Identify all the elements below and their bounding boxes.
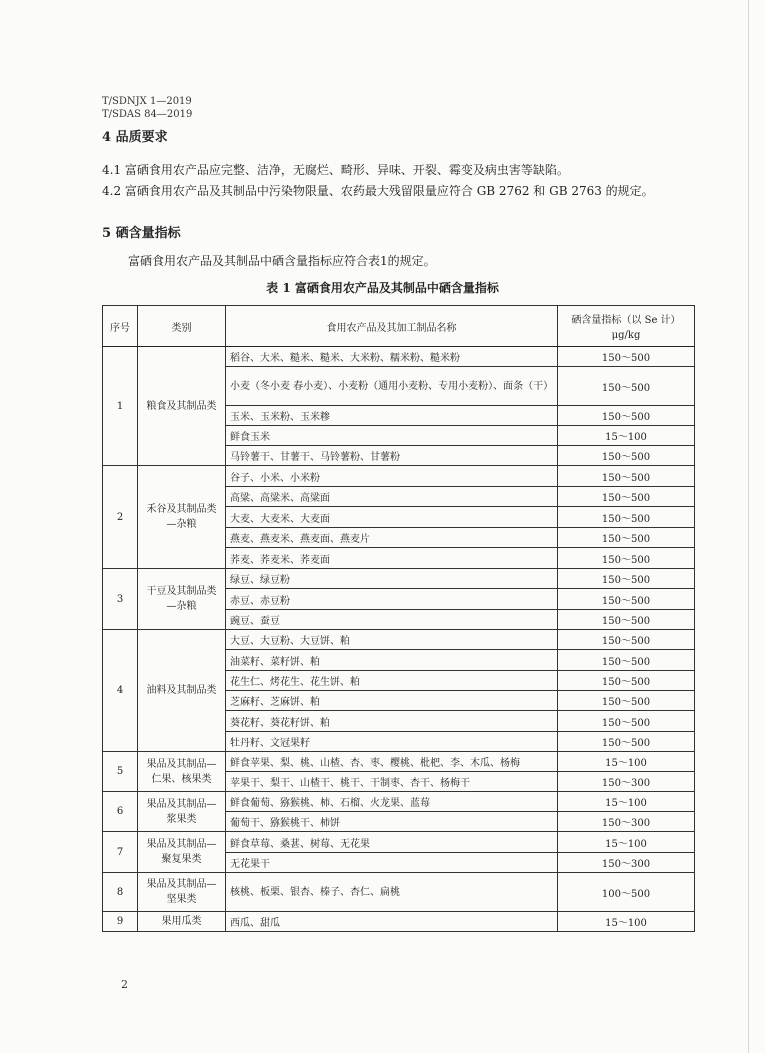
standard-number-2: T/SDAS 84—2019 bbox=[102, 109, 193, 120]
selenium-value-cell: 150～500 bbox=[558, 691, 695, 711]
selenium-value-cell: 150～300 bbox=[558, 853, 695, 873]
product-name-cell: 小麦（冬小麦 春小麦）、小麦粉（通用小麦粉、专用小麦粉）、面条（干） bbox=[226, 367, 558, 406]
product-name-cell: 葡萄干、猕猴桃干、柿饼 bbox=[226, 812, 558, 832]
header-product-name: 食用农产品及其加工制品名称 bbox=[226, 306, 558, 347]
table-row bbox=[103, 792, 695, 812]
product-name-cell: 赤豆、赤豆粉 bbox=[226, 589, 558, 610]
selenium-content-table bbox=[102, 305, 695, 932]
section-5-heading: 5 硒含量指标 bbox=[102, 226, 181, 241]
product-name-cell: 鲜食玉米 bbox=[226, 426, 558, 446]
clause-4-1: 4.1 富硒食用农产品应完整、洁净，无腐烂、畸形、异味、开裂、霉变及病虫害等缺陷。 bbox=[102, 163, 569, 177]
section-4-heading: 4 品质要求 bbox=[102, 130, 168, 145]
header-value-title: 硒含量指标（以 Se 计） bbox=[571, 315, 681, 326]
selenium-value-cell: 150～500 bbox=[558, 406, 695, 426]
table-caption: 表 1 富硒食用农产品及其制品中硒含量指标 bbox=[266, 281, 499, 295]
product-name-cell: 牡丹籽、文冠果籽 bbox=[226, 732, 558, 752]
product-name-cell: 马铃薯干、甘薯干、马铃薯粉、甘薯粉 bbox=[226, 446, 558, 466]
section-5-intro: 富硒食用农产品及其制品中硒含量指标应符合表1的规定。 bbox=[128, 254, 436, 268]
product-name-cell: 高粱、高粱米、高粱面 bbox=[226, 487, 558, 507]
product-name-cell: 玉米、玉米粉、玉米糁 bbox=[226, 406, 558, 426]
row-number: 6 bbox=[103, 792, 138, 832]
product-name-cell: 葵花籽、葵花籽饼、粕 bbox=[226, 711, 558, 732]
page-number: 2 bbox=[121, 978, 128, 991]
product-name-cell: 绿豆、绿豆粉 bbox=[226, 569, 558, 589]
table-row bbox=[103, 466, 695, 487]
selenium-value-cell: 150～500 bbox=[558, 466, 695, 487]
selenium-value-cell: 150～500 bbox=[558, 367, 695, 406]
product-name-cell: 荞麦、荞麦米、荞麦面 bbox=[226, 548, 558, 569]
product-name-cell: 鲜食葡萄、猕猴桃、柿、石榴、火龙果、蓝莓 bbox=[226, 792, 558, 812]
category-cell: 果品及其制品—仁果、核果类 bbox=[138, 752, 226, 792]
header-category: 类别 bbox=[138, 306, 226, 347]
selenium-value-cell: 150～300 bbox=[558, 772, 695, 792]
category-cell: 果品及其制品—坚果类 bbox=[138, 873, 226, 912]
row-number: 7 bbox=[103, 832, 138, 873]
product-name-cell: 花生仁、烤花生、花生饼、粕 bbox=[226, 671, 558, 691]
clause-4-2: 4.2 富硒食用农产品及其制品中污染物限量、农药最大残留限量应符合 GB 2762 和 GB 2763 的规定。 bbox=[102, 184, 654, 198]
row-number: 8 bbox=[103, 873, 138, 912]
product-name-cell: 谷子、小米、小米粉 bbox=[226, 466, 558, 487]
row-number: 2 bbox=[103, 466, 138, 569]
selenium-value-cell: 150～500 bbox=[558, 610, 695, 630]
row-number: 5 bbox=[103, 752, 138, 792]
row-number: 4 bbox=[103, 630, 138, 752]
category-cell: 禾谷及其制品类—杂粮 bbox=[138, 466, 226, 569]
table-row bbox=[103, 912, 695, 932]
row-number: 9 bbox=[103, 912, 138, 932]
scan-edge-line bbox=[748, 0, 749, 1053]
selenium-value-cell: 150～500 bbox=[558, 528, 695, 548]
product-name-cell: 大麦、大麦米、大麦面 bbox=[226, 507, 558, 528]
selenium-value-cell: 150～500 bbox=[558, 548, 695, 569]
standard-number-header bbox=[102, 95, 192, 121]
product-name-cell: 苹果干、梨干、山楂干、桃干、干制枣、杏干、杨梅干 bbox=[226, 772, 558, 792]
header-selenium-value bbox=[558, 306, 695, 347]
table-row bbox=[103, 873, 695, 912]
table-row bbox=[103, 569, 695, 589]
table-body bbox=[103, 347, 695, 932]
table-row bbox=[103, 832, 695, 853]
product-name-cell: 西瓜、甜瓜 bbox=[226, 912, 558, 932]
selenium-value-cell: 150～500 bbox=[558, 589, 695, 610]
row-number: 1 bbox=[103, 347, 138, 466]
selenium-value-cell: 150～500 bbox=[558, 446, 695, 466]
selenium-value-cell: 15～100 bbox=[558, 912, 695, 932]
product-name-cell: 燕麦、燕麦米、燕麦面、燕麦片 bbox=[226, 528, 558, 548]
selenium-value-cell: 150～500 bbox=[558, 507, 695, 528]
header-no: 序号 bbox=[103, 306, 138, 347]
selenium-value-cell: 150～500 bbox=[558, 569, 695, 589]
product-name-cell: 核桃、板栗、银杏、榛子、杏仁、扁桃 bbox=[226, 873, 558, 912]
header-value-unit: μg/kg bbox=[611, 330, 641, 341]
product-name-cell: 芝麻籽、芝麻饼、粕 bbox=[226, 691, 558, 711]
selenium-value-cell: 15～100 bbox=[558, 426, 695, 446]
category-cell: 果品及其制品—聚复果类 bbox=[138, 832, 226, 873]
selenium-value-cell: 15～100 bbox=[558, 752, 695, 772]
selenium-value-cell: 100～500 bbox=[558, 873, 695, 912]
selenium-value-cell: 150～500 bbox=[558, 732, 695, 752]
product-name-cell: 无花果干 bbox=[226, 853, 558, 873]
selenium-value-cell: 150～500 bbox=[558, 630, 695, 650]
row-number: 3 bbox=[103, 569, 138, 630]
category-cell: 干豆及其制品类—杂粮 bbox=[138, 569, 226, 630]
category-cell: 粮食及其制品类 bbox=[138, 347, 226, 466]
standard-number-1: T/SDNJX 1—2019 bbox=[102, 96, 192, 107]
product-name-cell: 鲜食草莓、桑葚、树莓、无花果 bbox=[226, 832, 558, 853]
product-name-cell: 油菜籽、菜籽饼、粕 bbox=[226, 650, 558, 671]
table-row bbox=[103, 630, 695, 650]
selenium-value-cell: 150～500 bbox=[558, 650, 695, 671]
selenium-value-cell: 15～100 bbox=[558, 832, 695, 853]
selenium-value-cell: 150～500 bbox=[558, 347, 695, 367]
category-cell: 果用瓜类 bbox=[138, 912, 226, 932]
product-name-cell: 豌豆、蚕豆 bbox=[226, 610, 558, 630]
product-name-cell: 稻谷、大米、糙米、糙米、大米粉、糯米粉、糙米粉 bbox=[226, 347, 558, 367]
category-cell: 果品及其制品—浆果类 bbox=[138, 792, 226, 832]
product-name-cell: 大豆、大豆粉、大豆饼、粕 bbox=[226, 630, 558, 650]
selenium-value-cell: 150～300 bbox=[558, 812, 695, 832]
product-name-cell: 鲜食苹果、梨、桃、山楂、杏、枣、樱桃、枇杷、李、木瓜、杨梅 bbox=[226, 752, 558, 772]
category-cell: 油料及其制品类 bbox=[138, 630, 226, 752]
selenium-value-cell: 15～100 bbox=[558, 792, 695, 812]
selenium-value-cell: 150～500 bbox=[558, 671, 695, 691]
selenium-value-cell: 150～500 bbox=[558, 711, 695, 732]
table-row bbox=[103, 347, 695, 367]
table-row bbox=[103, 752, 695, 772]
selenium-value-cell: 150～500 bbox=[558, 487, 695, 507]
